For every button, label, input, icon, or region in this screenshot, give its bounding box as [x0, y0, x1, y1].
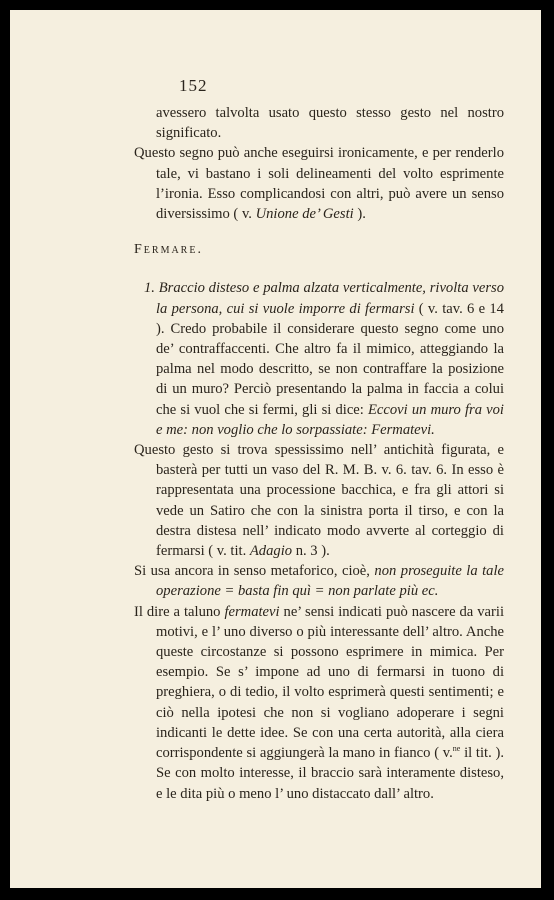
motives-paragraph: Il dire a taluno fermatevi ne’ sensi indicati può nascere da varii motivi, e l’ uno diverso o più interessante dell’ altro. Anche queste circostanze si possono esprimere in mimica. Per esempio. Se s’ impone ad uno di fermarsi in tuono di preghiera, o di tedio, il volto esprimerà questi sentimenti; e ciò nella ipotesi che non si vogliano adoperare i segni indicanti le dette idee. Se con una certa autorità, alla ciera corrispondente si aggiungerà la mano in fianco ( v.$^{ne}$ il tit. ). Se con molto interesse, il braccio sarà interamente disteso, e le dita più o meno l’ uno distaccato dall’ altro.: [134, 603, 504, 802]
book-page: [10, 10, 541, 888]
section-heading: Fermare.: [134, 242, 203, 258]
body-text: [134, 103, 504, 804]
antiquity-paragraph: Questo gesto si trova spessissimo nell’ antichità figurata, e basterà per tutti un vaso del R. M. B. v. 6. tav. 6. In esso è rappresentata una processione bacchica, e fra gli attori si vede un Satiro che con la sinistra porta il tirso, e con la destra distesa nell’ indicato modo avverte al corteggio di fermarsi ( v. tit. Adagio n. 3 ).: [134, 442, 504, 560]
metaphor-meaning: non proseguite la tale operazione = basta fin quì = non parlate più ec.: [156, 563, 505, 600]
gesture-description: Braccio disteso e palma alzata verticalmente, rivolta verso la persona, cui si vuole imporre di fermarsi: [156, 280, 505, 317]
gesture-meaning: Eccovi un muro fra voi e me: non voglio che lo sorpassiate: Fermatevi.: [156, 401, 504, 438]
cross-reference: Unione de’ Gesti: [255, 206, 354, 223]
continuation-paragraph: avessero talvolta usato questo stesso gesto nel nostro significato.: [156, 105, 504, 142]
irony-paragraph: Questo segno può anche eseguirsi ironicamente, e per renderlo tale, vi bastano i soli delineamenti del volto esprimente l’ironia. Esso complicandosi con altri, può avere un senso diversissimo ( v. Unione de’ Gesti ).: [134, 145, 504, 223]
keyword: fermatevi: [224, 603, 280, 620]
item-number: 1.: [144, 280, 159, 297]
cross-reference: Adagio: [249, 543, 293, 560]
page-number: 152: [179, 76, 208, 95]
numbered-item-1: 1. Braccio disteso e palma alzata verticalmente, rivolta verso la persona, cui si vuole imporre di fermarsi ( v. tav. 6 e 14 ). Credo probabile il considerare questo segno come uno de’ contraffaccenti. Che altro fa il mimico, atteggiando la palma nel modo descritto, se non contraffare la posizione di un muro? Perciò presentando la palma in faccia a colui che si vuol che si fermi, gli si dice: Eccovi un muro fra voi e me: non voglio che lo sorpassiate: Fermatevi.: [144, 280, 505, 438]
metaphor-paragraph: Si usa ancora in senso metaforico, cioè, non proseguite la tale operazione = basta fin quì = non parlate più ec.: [134, 563, 505, 600]
